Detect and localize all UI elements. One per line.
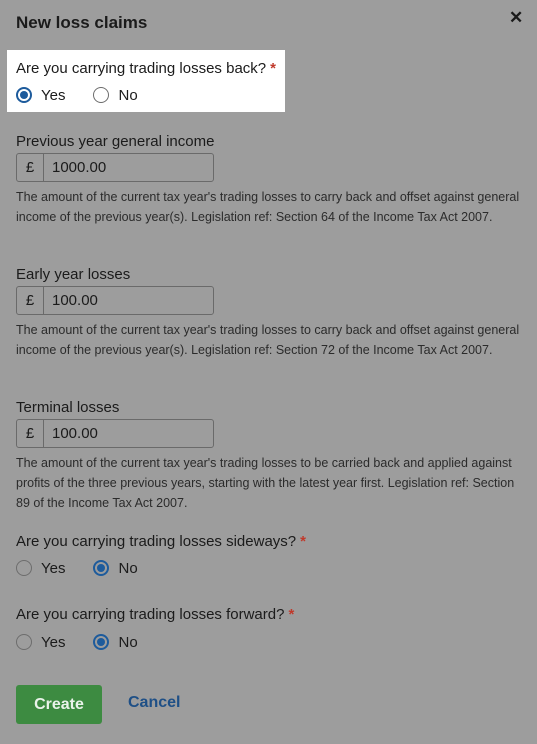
previous-year-income-label: Previous year general income — [16, 133, 215, 150]
carry-back-yes-radio[interactable] — [16, 87, 32, 103]
forward-yes-radio[interactable] — [16, 634, 32, 650]
sideways-yes-option[interactable] — [16, 560, 65, 577]
carry-back-no-label: No — [118, 86, 138, 104]
carry-back-yes-label: Yes — [41, 86, 66, 104]
required-mark: * — [300, 533, 306, 550]
sideways-yes-label: Yes — [41, 559, 66, 577]
early-year-losses-input[interactable] — [16, 286, 214, 315]
previous-year-income-help: The amount of the current tax year's trading losses to carry back and offset against general income of the previous year(s). Legislation ref: Section 64 of the Income Tax Act 2007. — [16, 190, 520, 224]
early-year-losses-help: The amount of the current tax year's trading losses to carry back and offset against general income of the previous year(s). Legislation ref: Section 72 of the Income Tax Act 2007. — [16, 323, 520, 357]
terminal-losses-value[interactable]: 100.00 — [52, 425, 98, 442]
terminal-losses-label: Terminal losses — [16, 399, 120, 416]
currency-prefix: £ — [17, 287, 44, 314]
sideways-no-label: No — [118, 559, 138, 577]
terminal-losses-input[interactable] — [16, 419, 214, 448]
close-icon[interactable]: ✕ — [509, 8, 524, 27]
forward-yes-option[interactable] — [16, 634, 65, 651]
previous-year-income-value[interactable]: 1000.00 — [52, 159, 107, 176]
create-button[interactable]: Create — [16, 685, 102, 724]
forward-yes-label: Yes — [41, 633, 66, 651]
forward-question-text: Are you carrying trading losses forward? — [16, 606, 285, 623]
carry-back-no-option[interactable] — [93, 87, 137, 104]
sideways-question — [16, 533, 306, 550]
sideways-no-radio[interactable] — [93, 560, 109, 576]
forward-question — [16, 606, 294, 623]
currency-prefix: £ — [17, 420, 44, 447]
early-year-losses-label: Early year losses — [16, 266, 131, 283]
carry-back-question — [16, 60, 276, 77]
page-title: New loss claims — [16, 13, 148, 32]
forward-radio-group — [16, 632, 138, 652]
required-mark: * — [288, 606, 295, 623]
carry-back-radio-group — [16, 85, 138, 105]
currency-prefix: £ — [17, 154, 44, 181]
previous-year-income-input[interactable] — [16, 153, 214, 182]
early-year-losses-value[interactable]: 100.00 — [52, 292, 98, 309]
sideways-yes-radio[interactable] — [16, 560, 32, 576]
sideways-radio-group — [16, 558, 138, 578]
sideways-question-text: Are you carrying trading losses sideways? — [16, 533, 297, 550]
forward-no-radio[interactable] — [93, 634, 109, 650]
forward-no-option[interactable] — [93, 634, 137, 651]
sideways-no-option[interactable] — [93, 560, 137, 577]
carry-back-yes-option[interactable] — [16, 87, 65, 104]
forward-no-label: No — [118, 633, 138, 651]
cancel-button[interactable]: Cancel — [128, 694, 181, 711]
carry-back-question-text: Are you carrying trading losses back? — [16, 60, 267, 77]
required-mark: * — [270, 60, 276, 77]
carry-back-no-radio[interactable] — [93, 87, 109, 103]
terminal-losses-help: The amount of the current tax year's trading losses to be carried back and applied against profits of the three previous years, starting with the latest year first. Legislation ref: Section 89 of the Income Tax Act 2007. — [16, 456, 515, 510]
